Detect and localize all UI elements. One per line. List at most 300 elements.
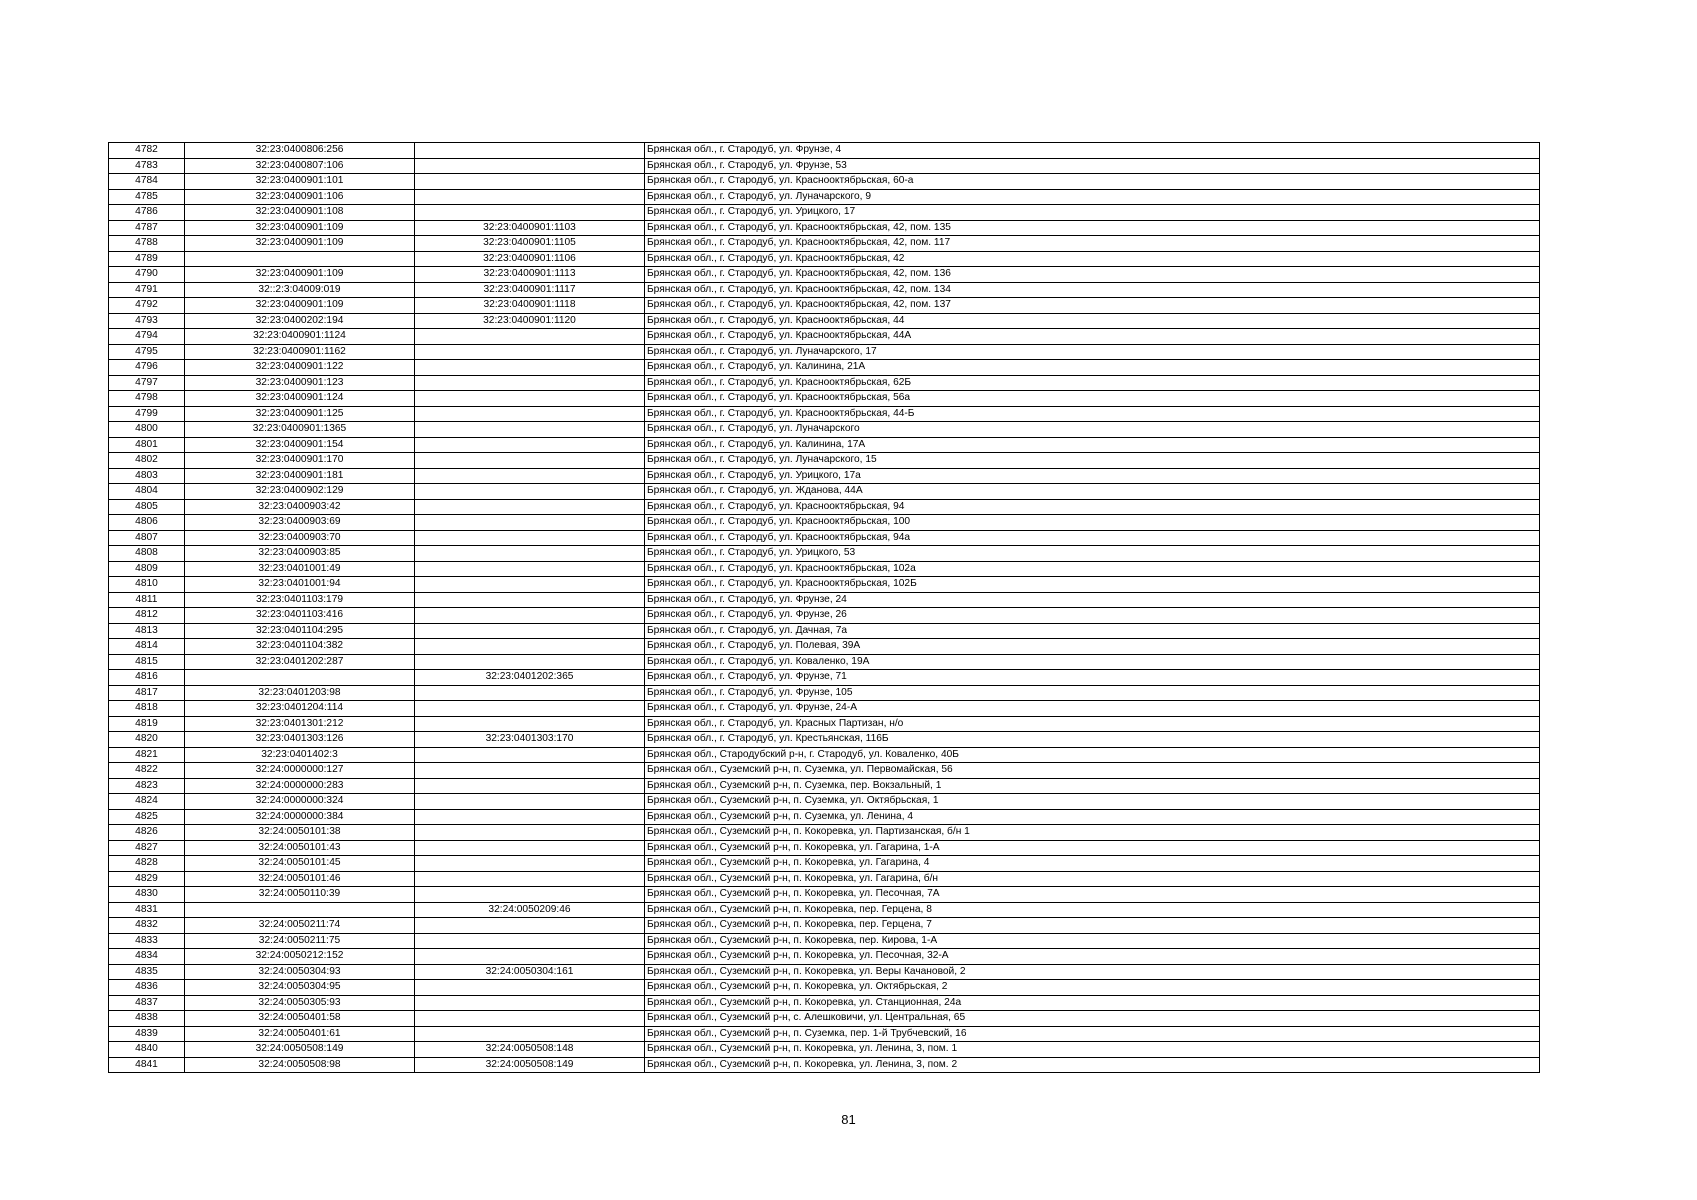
page-number: 81 (841, 1112, 856, 1127)
cadastral-number-cell: 32:23:0401001:94 (185, 577, 415, 593)
table-row (109, 949, 1540, 965)
cadastral-number-cell: 32:24:0050401:58 (185, 1011, 415, 1027)
sub-cadastral-number-cell (415, 825, 645, 841)
cadastral-number-cell: 32:23:0401204:114 (185, 701, 415, 717)
sub-cadastral-number-cell (415, 778, 645, 794)
sub-cadastral-number-cell (415, 809, 645, 825)
sub-cadastral-number-cell (415, 701, 645, 717)
sub-cadastral-number-cell (415, 561, 645, 577)
table-row (109, 794, 1540, 810)
sub-cadastral-number-cell (415, 205, 645, 221)
address-cell: Брянская обл., г. Стародуб, ул. Луначарского, 15 (645, 453, 1540, 469)
row-number-cell: 4788 (109, 236, 185, 252)
row-number-cell: 4819 (109, 716, 185, 732)
address-cell: Брянская обл., г. Стародуб, ул. Фрунзе, 24-А (645, 701, 1540, 717)
row-number-cell: 4816 (109, 670, 185, 686)
row-number-cell: 4813 (109, 623, 185, 639)
cadastral-number-cell: 32:23:0400901:106 (185, 189, 415, 205)
cadastral-number-cell: 32:24:0050101:43 (185, 840, 415, 856)
address-cell: Брянская обл., Суземский р-н, п. Кокоревка, пер. Кирова, 1-А (645, 933, 1540, 949)
table-row (109, 143, 1540, 159)
address-cell: Брянская обл., Суземский р-н, п. Кокоревка, ул. Веры Качановой, 2 (645, 964, 1540, 980)
sub-cadastral-number-cell: 32:24:0050209:46 (415, 902, 645, 918)
sub-cadastral-number-cell (415, 949, 645, 965)
table-row (109, 980, 1540, 996)
address-cell: Брянская обл., Суземский р-н, п. Кокоревка, ул. Песочная, 7А (645, 887, 1540, 903)
address-cell: Брянская обл., г. Стародуб, ул. Краснооктябрьская, 102Б (645, 577, 1540, 593)
address-cell: Брянская обл., г. Стародуб, ул. Краснооктябрьская, 62Б (645, 375, 1540, 391)
table-row (109, 732, 1540, 748)
table-row (109, 205, 1540, 221)
address-cell: Брянская обл., Суземский р-н, п. Кокоревка, ул. Партизанская, б/н 1 (645, 825, 1540, 841)
cadastral-number-cell: 32:24:0000000:283 (185, 778, 415, 794)
cadastral-number-cell: 32:23:0400903:69 (185, 515, 415, 531)
row-number-cell: 4804 (109, 484, 185, 500)
cadastral-number-cell: 32:23:0400901:125 (185, 406, 415, 422)
cadastral-number-cell: 32:23:0401001:49 (185, 561, 415, 577)
row-number-cell: 4809 (109, 561, 185, 577)
row-number-cell: 4790 (109, 267, 185, 283)
cadastral-number-cell: 32:23:0400901:1365 (185, 422, 415, 438)
address-cell: Брянская обл., Суземский р-н, п. Суземка, пер. 1-й Трубчевский, 16 (645, 1026, 1540, 1042)
row-number-cell: 4803 (109, 468, 185, 484)
sub-cadastral-number-cell (415, 716, 645, 732)
row-number-cell: 4785 (109, 189, 185, 205)
table-row (109, 499, 1540, 515)
table-row (109, 360, 1540, 376)
table-row (109, 251, 1540, 267)
address-cell: Брянская обл., г. Стародуб, ул. Краснооктябрьская, 44 (645, 313, 1540, 329)
address-cell: Брянская обл., г. Стародуб, ул. Дачная, 7а (645, 623, 1540, 639)
cadastral-number-cell (185, 251, 415, 267)
sub-cadastral-number-cell (415, 856, 645, 872)
cadastral-number-cell: 32:23:0400202:194 (185, 313, 415, 329)
table-row (109, 685, 1540, 701)
table-row (109, 546, 1540, 562)
address-cell: Брянская обл., Суземский р-н, п. Кокоревка, ул. Октябрьская, 2 (645, 980, 1540, 996)
address-cell: Брянская обл., г. Стародуб, ул. Краснооктябрьская, 44-Б (645, 406, 1540, 422)
row-number-cell: 4794 (109, 329, 185, 345)
sub-cadastral-number-cell: 32:23:0401202:365 (415, 670, 645, 686)
sub-cadastral-number-cell: 32:23:0400901:1120 (415, 313, 645, 329)
sub-cadastral-number-cell (415, 592, 645, 608)
row-number-cell: 4840 (109, 1042, 185, 1058)
cadastral-number-cell: 32:23:0400901:101 (185, 174, 415, 190)
address-cell: Брянская обл., г. Стародуб, ул. Калинина, 21А (645, 360, 1540, 376)
sub-cadastral-number-cell (415, 530, 645, 546)
address-cell: Брянская обл., г. Стародуб, ул. Луначарского, 17 (645, 344, 1540, 360)
row-number-cell: 4827 (109, 840, 185, 856)
sub-cadastral-number-cell (415, 1011, 645, 1027)
sub-cadastral-number-cell (415, 1026, 645, 1042)
row-number-cell: 4812 (109, 608, 185, 624)
sub-cadastral-number-cell: 32:24:0050304:161 (415, 964, 645, 980)
row-number-cell: 4838 (109, 1011, 185, 1027)
cadastral-number-cell: 32:23:0401402:3 (185, 747, 415, 763)
cadastral-number-cell: 32:24:0050211:75 (185, 933, 415, 949)
address-cell: Брянская обл., г. Стародуб, ул. Красных Партизан, н/о (645, 716, 1540, 732)
sub-cadastral-number-cell (415, 422, 645, 438)
cadastral-number-cell: 32:23:0400901:181 (185, 468, 415, 484)
address-cell: Брянская обл., г. Стародуб, ул. Краснооктябрьская, 94 (645, 499, 1540, 515)
sub-cadastral-number-cell (415, 375, 645, 391)
sub-cadastral-number-cell (415, 685, 645, 701)
row-number-cell: 4824 (109, 794, 185, 810)
cadastral-number-cell: 32:23:0400903:85 (185, 546, 415, 562)
sub-cadastral-number-cell (415, 360, 645, 376)
table-row (109, 453, 1540, 469)
row-number-cell: 4821 (109, 747, 185, 763)
cadastral-number-cell: 32:24:0000000:324 (185, 794, 415, 810)
sub-cadastral-number-cell (415, 499, 645, 515)
cadastral-number-cell: 32:24:0050101:45 (185, 856, 415, 872)
row-number-cell: 4814 (109, 639, 185, 655)
cadastral-number-cell: 32:23:0400903:70 (185, 530, 415, 546)
cadastral-number-cell: 32:23:0401104:382 (185, 639, 415, 655)
row-number-cell: 4789 (109, 251, 185, 267)
table-row (109, 670, 1540, 686)
address-cell: Брянская обл., г. Стародуб, ул. Фрунзе, 24 (645, 592, 1540, 608)
address-cell: Брянская обл., г. Стародуб, ул. Фрунзе, 4 (645, 143, 1540, 159)
cadastral-number-cell: 32:23:0400901:109 (185, 236, 415, 252)
row-number-cell: 4831 (109, 902, 185, 918)
address-cell: Брянская обл., Суземский р-н, п. Суземка, ул. Ленина, 4 (645, 809, 1540, 825)
row-number-cell: 4793 (109, 313, 185, 329)
sub-cadastral-number-cell (415, 174, 645, 190)
table-row (109, 887, 1540, 903)
cadastral-number-cell: 32::2:3:04009:019 (185, 282, 415, 298)
cadastral-number-cell: 32:23:0401103:179 (185, 592, 415, 608)
table-row (109, 995, 1540, 1011)
address-cell: Брянская обл., г. Стародуб, ул. Фрунзе, 53 (645, 158, 1540, 174)
table-row (109, 592, 1540, 608)
sub-cadastral-number-cell (415, 484, 645, 500)
table-row (109, 902, 1540, 918)
sub-cadastral-number-cell: 32:23:0400901:1118 (415, 298, 645, 314)
sub-cadastral-number-cell: 32:23:0400901:1103 (415, 220, 645, 236)
cadastral-number-cell: 32:24:0050211:74 (185, 918, 415, 934)
table-row (109, 1026, 1540, 1042)
row-number-cell: 4782 (109, 143, 185, 159)
cadastral-number-cell: 32:23:0400901:1162 (185, 344, 415, 360)
table-row (109, 375, 1540, 391)
sub-cadastral-number-cell (415, 608, 645, 624)
address-cell: Брянская обл., г. Стародуб, ул. Краснооктябрьская, 44А (645, 329, 1540, 345)
table-row (109, 1042, 1540, 1058)
sub-cadastral-number-cell (415, 158, 645, 174)
table-row (109, 1057, 1540, 1073)
cadastral-number-cell: 32:24:0050508:149 (185, 1042, 415, 1058)
row-number-cell: 4807 (109, 530, 185, 546)
address-cell: Брянская обл., Суземский р-н, п. Кокоревка, ул. Ленина, 3, пом. 2 (645, 1057, 1540, 1073)
table-row (109, 623, 1540, 639)
address-cell: Брянская обл., г. Стародуб, ул. Полевая, 39А (645, 639, 1540, 655)
sub-cadastral-number-cell (415, 794, 645, 810)
cadastral-number-cell: 32:24:0050212:152 (185, 949, 415, 965)
address-cell: Брянская обл., Суземский р-н, с. Алешковичи, ул. Центральная, 65 (645, 1011, 1540, 1027)
table-row (109, 298, 1540, 314)
table-row (109, 515, 1540, 531)
address-cell: Брянская обл., г. Стародуб, ул. Луначарского (645, 422, 1540, 438)
cadastral-number-cell: 32:23:0400901:108 (185, 205, 415, 221)
row-number-cell: 4839 (109, 1026, 185, 1042)
table-row (109, 871, 1540, 887)
cadastral-number-cell: 32:23:0401202:287 (185, 654, 415, 670)
sub-cadastral-number-cell: 32:24:0050508:149 (415, 1057, 645, 1073)
cadastral-number-cell: 32:23:0400901:124 (185, 391, 415, 407)
table-row (109, 282, 1540, 298)
sub-cadastral-number-cell (415, 747, 645, 763)
row-number-cell: 4836 (109, 980, 185, 996)
row-number-cell: 4798 (109, 391, 185, 407)
cadastral-number-cell: 32:24:0050304:93 (185, 964, 415, 980)
cadastral-number-cell: 32:23:0400901:109 (185, 298, 415, 314)
address-cell: Брянская обл., Суземский р-н, п. Кокоревка, пер. Герцена, 7 (645, 918, 1540, 934)
table-row (109, 856, 1540, 872)
cadastral-number-cell: 32:23:0400901:109 (185, 267, 415, 283)
table-row (109, 329, 1540, 345)
table-row (109, 530, 1540, 546)
cadastral-number-cell: 32:23:0401103:416 (185, 608, 415, 624)
address-cell: Брянская обл., Суземский р-н, п. Кокоревка, ул. Гагарина, 1-А (645, 840, 1540, 856)
sub-cadastral-number-cell (415, 546, 645, 562)
sub-cadastral-number-cell (415, 577, 645, 593)
address-cell: Брянская обл., г. Стародуб, ул. Урицкого, 53 (645, 546, 1540, 562)
table-row (109, 189, 1540, 205)
address-cell: Брянская обл., г. Стародуб, ул. Жданова, 44А (645, 484, 1540, 500)
row-number-cell: 4828 (109, 856, 185, 872)
cadastral-number-cell: 32:23:0400901:154 (185, 437, 415, 453)
address-cell: Брянская обл., Суземский р-н, п. Кокоревка, ул. Песочная, 32-А (645, 949, 1540, 965)
table-row (109, 716, 1540, 732)
table-row (109, 701, 1540, 717)
table-row (109, 608, 1540, 624)
cadastral-number-cell: 32:23:0401303:126 (185, 732, 415, 748)
table-row (109, 778, 1540, 794)
table-row (109, 561, 1540, 577)
row-number-cell: 4800 (109, 422, 185, 438)
table-row (109, 639, 1540, 655)
address-cell: Брянская обл., Суземский р-н, п. Кокоревка, ул. Гагарина, б/н (645, 871, 1540, 887)
row-number-cell: 4820 (109, 732, 185, 748)
cadastral-number-cell (185, 670, 415, 686)
cadastral-number-cell: 32:23:0400901:109 (185, 220, 415, 236)
table-row (109, 1011, 1540, 1027)
table-row (109, 918, 1540, 934)
cadastral-number-cell: 32:23:0400807:106 (185, 158, 415, 174)
row-number-cell: 4825 (109, 809, 185, 825)
address-cell: Брянская обл., г. Стародуб, ул. Краснооктябрьская, 42, пом. 136 (645, 267, 1540, 283)
sub-cadastral-number-cell: 32:23:0400901:1117 (415, 282, 645, 298)
registry-table-body (109, 143, 1540, 1073)
address-cell: Брянская обл., Стародубский р-н, г. Стародуб, ул. Коваленко, 40Б (645, 747, 1540, 763)
row-number-cell: 4787 (109, 220, 185, 236)
cadastral-number-cell: 32:24:0050110:39 (185, 887, 415, 903)
sub-cadastral-number-cell (415, 654, 645, 670)
row-number-cell: 4806 (109, 515, 185, 531)
address-cell: Брянская обл., г. Стародуб, ул. Краснооктябрьская, 102а (645, 561, 1540, 577)
row-number-cell: 4833 (109, 933, 185, 949)
table-row (109, 344, 1540, 360)
address-cell: Брянская обл., г. Стародуб, ул. Краснооктябрьская, 94а (645, 530, 1540, 546)
cadastral-number-cell: 32:24:0050401:61 (185, 1026, 415, 1042)
cadastral-number-cell: 32:23:0401203:98 (185, 685, 415, 701)
row-number-cell: 4799 (109, 406, 185, 422)
cadastral-number-cell: 32:23:0400901:122 (185, 360, 415, 376)
sub-cadastral-number-cell (415, 344, 645, 360)
sub-cadastral-number-cell: 32:23:0400901:1113 (415, 267, 645, 283)
row-number-cell: 4808 (109, 546, 185, 562)
sub-cadastral-number-cell (415, 437, 645, 453)
sub-cadastral-number-cell (415, 639, 645, 655)
row-number-cell: 4834 (109, 949, 185, 965)
address-cell: Брянская обл., г. Стародуб, ул. Краснооктябрьская, 60-а (645, 174, 1540, 190)
cadastral-number-cell: 32:23:0400901:170 (185, 453, 415, 469)
table-row (109, 763, 1540, 779)
row-number-cell: 4784 (109, 174, 185, 190)
sub-cadastral-number-cell: 32:23:0400901:1106 (415, 251, 645, 267)
row-number-cell: 4817 (109, 685, 185, 701)
sub-cadastral-number-cell (415, 329, 645, 345)
address-cell: Брянская обл., г. Стародуб, ул. Урицкого, 17а (645, 468, 1540, 484)
row-number-cell: 4801 (109, 437, 185, 453)
sub-cadastral-number-cell (415, 453, 645, 469)
sub-cadastral-number-cell (415, 143, 645, 159)
sub-cadastral-number-cell (415, 887, 645, 903)
cadastral-number-cell: 32:24:0000000:384 (185, 809, 415, 825)
address-cell: Брянская обл., Суземский р-н, п. Суземка, пер. Вокзальный, 1 (645, 778, 1540, 794)
table-row (109, 267, 1540, 283)
table-row (109, 437, 1540, 453)
row-number-cell: 4795 (109, 344, 185, 360)
table-row (109, 220, 1540, 236)
sub-cadastral-number-cell (415, 933, 645, 949)
sub-cadastral-number-cell (415, 623, 645, 639)
address-cell: Брянская обл., г. Стародуб, ул. Краснооктябрьская, 42, пом. 134 (645, 282, 1540, 298)
cadastral-number-cell: 32:24:0050305:93 (185, 995, 415, 1011)
address-cell: Брянская обл., г. Стародуб, ул. Краснооктябрьская, 42, пом. 137 (645, 298, 1540, 314)
cadastral-number-cell (185, 902, 415, 918)
table-row (109, 422, 1540, 438)
sub-cadastral-number-cell (415, 515, 645, 531)
address-cell: Брянская обл., Суземский р-н, п. Кокоревка, пер. Герцена, 8 (645, 902, 1540, 918)
row-number-cell: 4837 (109, 995, 185, 1011)
row-number-cell: 4783 (109, 158, 185, 174)
row-number-cell: 4823 (109, 778, 185, 794)
table-row (109, 313, 1540, 329)
sub-cadastral-number-cell (415, 406, 645, 422)
sub-cadastral-number-cell (415, 763, 645, 779)
address-cell: Брянская обл., г. Стародуб, ул. Луначарского, 9 (645, 189, 1540, 205)
table-row (109, 840, 1540, 856)
table-row (109, 964, 1540, 980)
sub-cadastral-number-cell (415, 189, 645, 205)
cadastral-number-cell: 32:23:0401301:212 (185, 716, 415, 732)
sub-cadastral-number-cell: 32:23:0400901:1105 (415, 236, 645, 252)
table-row (109, 577, 1540, 593)
address-cell: Брянская обл., Суземский р-н, п. Кокоревка, ул. Станционная, 24а (645, 995, 1540, 1011)
row-number-cell: 4811 (109, 592, 185, 608)
address-cell: Брянская обл., Суземский р-н, п. Суземка, ул. Октябрьская, 1 (645, 794, 1540, 810)
cadastral-number-cell: 32:24:0050101:38 (185, 825, 415, 841)
table-row (109, 809, 1540, 825)
sub-cadastral-number-cell: 32:24:0050508:148 (415, 1042, 645, 1058)
address-cell: Брянская обл., г. Стародуб, ул. Калинина, 17А (645, 437, 1540, 453)
sub-cadastral-number-cell (415, 980, 645, 996)
row-number-cell: 4796 (109, 360, 185, 376)
address-cell: Брянская обл., г. Стародуб, ул. Фрунзе, 26 (645, 608, 1540, 624)
table-row (109, 468, 1540, 484)
row-number-cell: 4835 (109, 964, 185, 980)
row-number-cell: 4826 (109, 825, 185, 841)
cadastral-number-cell: 32:24:0000000:127 (185, 763, 415, 779)
row-number-cell: 4841 (109, 1057, 185, 1073)
address-cell: Брянская обл., Суземский р-н, п. Суземка, ул. Первомайская, 56 (645, 763, 1540, 779)
address-cell: Брянская обл., г. Стародуб, ул. Фрунзе, 105 (645, 685, 1540, 701)
row-number-cell: 4797 (109, 375, 185, 391)
address-cell: Брянская обл., г. Стародуб, ул. Краснооктябрьская, 42, пом. 117 (645, 236, 1540, 252)
table-row (109, 174, 1540, 190)
cadastral-number-cell: 32:24:0050101:46 (185, 871, 415, 887)
cadastral-number-cell: 32:23:0401104:295 (185, 623, 415, 639)
address-cell: Брянская обл., Суземский р-н, п. Кокоревка, ул. Ленина, 3, пом. 1 (645, 1042, 1540, 1058)
address-cell: Брянская обл., г. Стародуб, ул. Краснооктябрьская, 42, пом. 135 (645, 220, 1540, 236)
address-cell: Брянская обл., г. Стародуб, ул. Краснооктябрьская, 56а (645, 391, 1540, 407)
sub-cadastral-number-cell (415, 391, 645, 407)
row-number-cell: 4832 (109, 918, 185, 934)
row-number-cell: 4792 (109, 298, 185, 314)
row-number-cell: 4830 (109, 887, 185, 903)
row-number-cell: 4802 (109, 453, 185, 469)
table-row (109, 236, 1540, 252)
table-row (109, 654, 1540, 670)
row-number-cell: 4805 (109, 499, 185, 515)
table-row (109, 158, 1540, 174)
table-row (109, 825, 1540, 841)
cadastral-number-cell: 32:23:0400902:129 (185, 484, 415, 500)
row-number-cell: 4822 (109, 763, 185, 779)
sub-cadastral-number-cell (415, 468, 645, 484)
cadastral-number-cell: 32:23:0400806:256 (185, 143, 415, 159)
row-number-cell: 4815 (109, 654, 185, 670)
table-row (109, 391, 1540, 407)
cadastral-number-cell: 32:23:0400903:42 (185, 499, 415, 515)
sub-cadastral-number-cell (415, 918, 645, 934)
cadastral-number-cell: 32:23:0400901:1124 (185, 329, 415, 345)
table-row (109, 747, 1540, 763)
address-cell: Брянская обл., Суземский р-н, п. Кокоревка, ул. Гагарина, 4 (645, 856, 1540, 872)
table-row (109, 933, 1540, 949)
row-number-cell: 4791 (109, 282, 185, 298)
table-row (109, 484, 1540, 500)
row-number-cell: 4786 (109, 205, 185, 221)
sub-cadastral-number-cell (415, 871, 645, 887)
address-cell: Брянская обл., г. Стародуб, ул. Краснооктябрьская, 100 (645, 515, 1540, 531)
row-number-cell: 4818 (109, 701, 185, 717)
address-cell: Брянская обл., г. Стародуб, ул. Крестьянская, 116Б (645, 732, 1540, 748)
address-cell: Брянская обл., г. Стародуб, ул. Краснооктябрьская, 42 (645, 251, 1540, 267)
registry-table (108, 142, 1540, 1073)
cadastral-number-cell: 32:24:0050508:98 (185, 1057, 415, 1073)
cadastral-number-cell: 32:23:0400901:123 (185, 375, 415, 391)
address-cell: Брянская обл., г. Стародуб, ул. Фрунзе, 71 (645, 670, 1540, 686)
sub-cadastral-number-cell (415, 840, 645, 856)
row-number-cell: 4810 (109, 577, 185, 593)
table-row (109, 406, 1540, 422)
sub-cadastral-number-cell (415, 995, 645, 1011)
cadastral-number-cell: 32:24:0050304:95 (185, 980, 415, 996)
address-cell: Брянская обл., г. Стародуб, ул. Урицкого, 17 (645, 205, 1540, 221)
